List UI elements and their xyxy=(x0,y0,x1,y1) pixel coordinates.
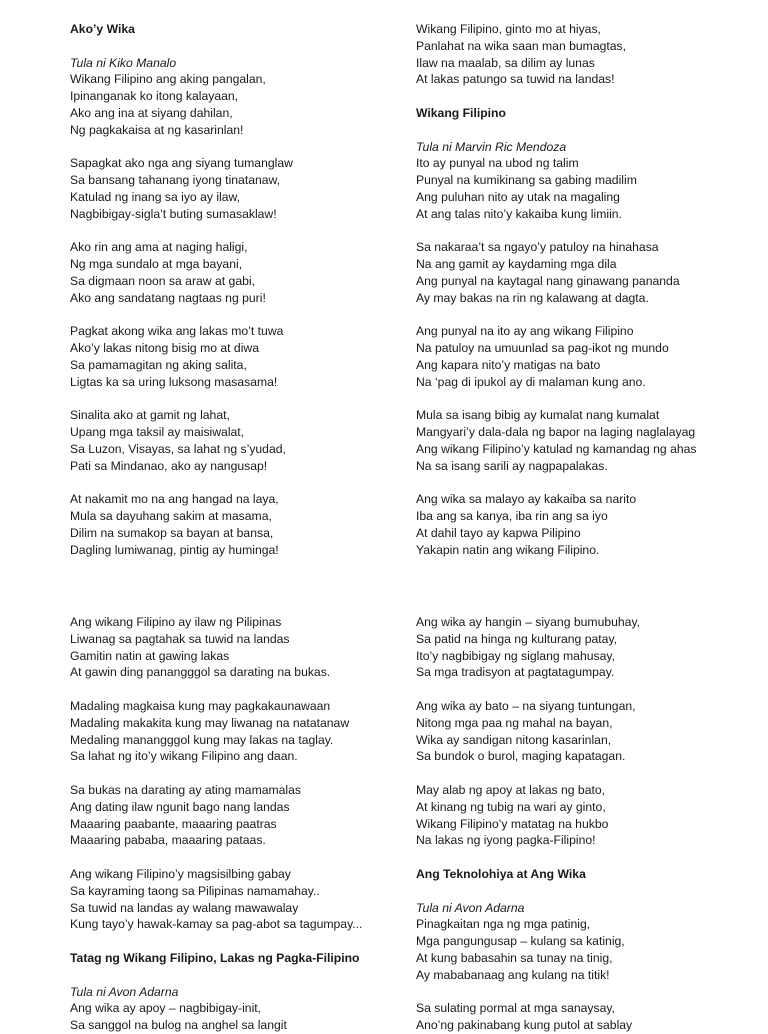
poem-author: Tula ni Marvin Ric Mendoza xyxy=(416,139,567,154)
verse-line: Sa lahat ng ito’y wikang Filipino ang daan. xyxy=(70,749,298,764)
verse-line: Ng pagkakaisa at ng kasarinlan! xyxy=(70,122,244,137)
verse-line: Sa pamamagitan ng aking salita, xyxy=(70,357,247,372)
verse-line: Na ‘pag di ipukol ay di malaman kung ano. xyxy=(416,374,646,389)
verse-line: Mula sa dayuhang sakim at masama, xyxy=(70,509,272,524)
verse-line: Ay mababanaag ang kulang na titik! xyxy=(416,967,610,982)
verse-line: Katulad ng inang sa iyo ay ilaw, xyxy=(70,189,241,204)
verse-line: Ang punyal na ito ay ang wikang Filipino xyxy=(416,324,634,339)
verse-line: Maaaring paabante, maaaring paatras xyxy=(70,816,277,831)
verse-line: Wikang Filipino ang aking pangalan, xyxy=(70,72,266,87)
verse-line: Wikang Filipino, ginto mo at hiyas, xyxy=(416,22,601,36)
stanza xyxy=(416,491,756,558)
poem-author: Tula ni Avon Adarna xyxy=(70,984,179,999)
verse-line: Yakapin natin ang wikang Filipino. xyxy=(416,542,600,557)
verse-line: At lakas patungo sa tuwid na landas! xyxy=(416,72,615,87)
verse-line: At nakamit mo na ang hangad na laya, xyxy=(70,492,279,507)
poem-ako-y-wika xyxy=(70,21,410,575)
verse-line: Na ang gamit ay kaydaming mga dila xyxy=(416,257,617,272)
poem-author: Tula ni Kiko Manalo xyxy=(70,55,177,70)
verse-line: Mula sa isang bibig ay kumalat nang kumalat xyxy=(416,408,660,423)
verse-line: Ang punyal na kaytagal nang ginawang pananda xyxy=(416,273,680,288)
stanza xyxy=(416,407,756,474)
verse-line: Ako rin ang ama at naging haligi, xyxy=(70,240,248,255)
verse-line: Ito ay punyal na ubod ng talim xyxy=(416,156,579,171)
verse-line: Medaling manangggol kung may lakas na taglay. xyxy=(70,732,334,747)
poem-title: Ako’y Wika xyxy=(70,22,135,36)
verse-line: Wikang Filipino’y matatag na hukbo xyxy=(416,816,609,831)
stanza xyxy=(416,698,756,765)
verse-line: Sa digmaan noon sa araw at gabi, xyxy=(70,273,255,288)
verse-line: Ang puluhan nito ay utak na magaling xyxy=(416,189,620,204)
verse-line: Sa Luzon, Visayas, sa lahat ng s’yudad, xyxy=(70,441,286,456)
verse-line: Madaling magkaisa kung may pagkakaunawaan xyxy=(70,698,331,713)
stanza xyxy=(70,239,410,306)
right-column-top xyxy=(416,21,756,575)
verse-line: Sapagkat ako nga ang siyang tumanglaw xyxy=(70,156,293,171)
verse-line: Na sa isang sarili ay nagpapalakas. xyxy=(416,458,608,473)
stanza xyxy=(416,323,756,390)
verse-line: Mga pangungusap – kulang sa katinig, xyxy=(416,934,625,949)
verse-line: Maaaring pababa, maaaring pataas. xyxy=(70,833,266,848)
verse-line: At kinang ng tubig na wari ay ginto, xyxy=(416,799,606,814)
verse-line: Ang wika ay hangin – siyang bumubuhay, xyxy=(416,615,641,629)
verse-line: Ang wika sa malayo ay kakaiba sa narito xyxy=(416,492,637,507)
stanza xyxy=(70,323,410,390)
verse-line: Ng mga sundalo at mga bayani, xyxy=(70,257,243,272)
stanza xyxy=(70,491,410,558)
verse-line: At gawin ding panangggol sa darating na bukas. xyxy=(70,665,331,680)
verse-line: Punyal na kumikinang sa gabing madilim xyxy=(416,173,637,188)
stanza xyxy=(70,782,410,849)
poem-author: Tula ni Avon Adarna xyxy=(416,900,525,915)
verse-line: Ipinanganak ko itong kalayaan, xyxy=(70,89,239,104)
stanza xyxy=(70,407,410,474)
verse-line: At dahil tayo ay kapwa Pilipino xyxy=(416,525,581,540)
verse-line: Pinagkaitan nga ng mga patinig, xyxy=(416,917,591,932)
verse-line: Sa bukas na darating ay ating mamamalas xyxy=(70,782,302,797)
verse-line: Sa nakaraa’t sa ngayo’y patuloy na hinahasa xyxy=(416,240,659,255)
verse-line: Upang mga taksil ay maisiwalat, xyxy=(70,425,245,440)
verse-line: Ilaw na maalab, sa dilim ay lunas xyxy=(416,55,595,70)
verse-line: Sa bansang tahanang iyong tinatanaw, xyxy=(70,173,281,188)
verse-line: Dagling lumiwanag, pintig ay huminga! xyxy=(70,542,279,557)
verse-line: Ang kapara nito’y matigas na bato xyxy=(416,357,601,372)
verse-line: Ang wikang Filipino ay ilaw ng Pilipinas xyxy=(70,615,282,629)
verse-line: Liwanag sa pagtahak sa tuwid na landas xyxy=(70,631,290,646)
verse-line: Sa bundok o burol, maging kapatagan. xyxy=(416,749,626,764)
verse-line: Panlahat na wika saan man bumagtas, xyxy=(416,38,627,53)
verse-line: Ako ang sandatang nagtaas ng puri! xyxy=(70,290,266,305)
verse-line: Dilim na sumakop sa bayan at bansa, xyxy=(70,525,274,540)
verse-line: Nagbibigay-sigla’t buting sumasaklaw! xyxy=(70,206,277,221)
stanza xyxy=(70,614,410,681)
verse-line: Ako’y lakas nitong bisig mo at diwa xyxy=(70,341,260,356)
verse-line: Sa sanggol na bulog na anghel sa langit xyxy=(70,1018,287,1033)
verse-line: Sinalita ako at gamit ng lahat, xyxy=(70,408,230,423)
verse-line: Ang wika ay apoy – nagbibigay-init, xyxy=(70,1001,262,1016)
verse-line: Ano’ng pakinabang kung putol at sablay xyxy=(416,1018,633,1033)
verse-line: Iba ang sa kanya, iba rin ang sa iyo xyxy=(416,509,608,524)
verse-line: Sa mga tradisyon at pagtatagumpay. xyxy=(416,665,615,680)
stanza xyxy=(416,614,756,681)
verse-line: Gamitin natin at gawing lakas xyxy=(70,648,230,663)
verse-line: At kung babasahin sa tunay na tinig, xyxy=(416,950,613,965)
right-column-bottom xyxy=(416,614,756,1034)
verse-line: Sa kayraming taong sa Pilipinas namamahay.. xyxy=(70,883,320,898)
stanza xyxy=(70,698,410,765)
verse-line: Na lakas ng iyong pagka-Filipino! xyxy=(416,833,596,848)
stanza xyxy=(416,21,756,88)
verse-line: Sa patid na hinga ng kulturang patay, xyxy=(416,631,618,646)
verse-line: Ang wikang Filipino’y katulad ng kamandag ng ahas xyxy=(416,441,697,456)
verse-line: Na patuloy na umuunlad sa pag-ikot ng mundo xyxy=(416,341,669,356)
verse-line: Ang dating ilaw ngunit bago nang landas xyxy=(70,799,290,814)
verse-line: May alab ng apoy at lakas ng bato, xyxy=(416,782,606,797)
verse-line: Madaling makakita kung may liwanag na natatanaw xyxy=(70,715,350,730)
verse-line: Sa sulating pormal at mga sanaysay, xyxy=(416,1001,615,1016)
stanza xyxy=(416,782,756,849)
stanza xyxy=(70,71,410,138)
verse-line: Kung tayo’y hawak-kamay sa pag-abot sa tagumpay... xyxy=(70,917,363,932)
verse-line: Ay may bakas na rin ng kalawang at dagta. xyxy=(416,290,649,305)
verse-line: Ang wika ay bato – na siyang tuntungan, xyxy=(416,698,636,713)
verse-line: Nitong mga paa ng mahal na bayan, xyxy=(416,715,613,730)
poem-ilaw-ng-pilipinas xyxy=(70,614,410,1034)
verse-line: Sa tuwid na landas ay walang mawawalay xyxy=(70,900,299,915)
stanza xyxy=(70,155,410,222)
verse-line: Ako ang ina at siyang dahilan, xyxy=(70,105,233,120)
verse-line: At ang talas nito’y kakaiba kung limiin. xyxy=(416,206,622,221)
verse-line: Wika ay sandigan nitong kasarinlan, xyxy=(416,732,612,747)
poem-title: Wikang Filipino xyxy=(416,105,506,120)
verse-line: Pagkat akong wika ang lakas mo’t tuwa xyxy=(70,324,284,339)
poem-title: Tatag ng Wikang Filipino, Lakas ng Pagka-Filipino xyxy=(70,950,360,965)
verse-line: Ang wikang Filipino’y magsisilbing gabay xyxy=(70,866,291,881)
stanza xyxy=(416,916,756,983)
verse-line: Mangyari’y dala-dala ng bapor na laging naglalayag xyxy=(416,425,696,440)
verse-line: Pati sa Mindanao, ako ay nangusap! xyxy=(70,458,268,473)
stanza xyxy=(70,866,410,933)
stanza xyxy=(416,155,756,222)
verse-line: Ito’y nagbibigay ng siglang mahusay, xyxy=(416,648,615,663)
poem-title: Ang Teknolohiya at Ang Wika xyxy=(416,866,586,881)
stanza xyxy=(416,239,756,306)
verse-line: Ligtas ka sa uring luksong masasama! xyxy=(70,374,278,389)
